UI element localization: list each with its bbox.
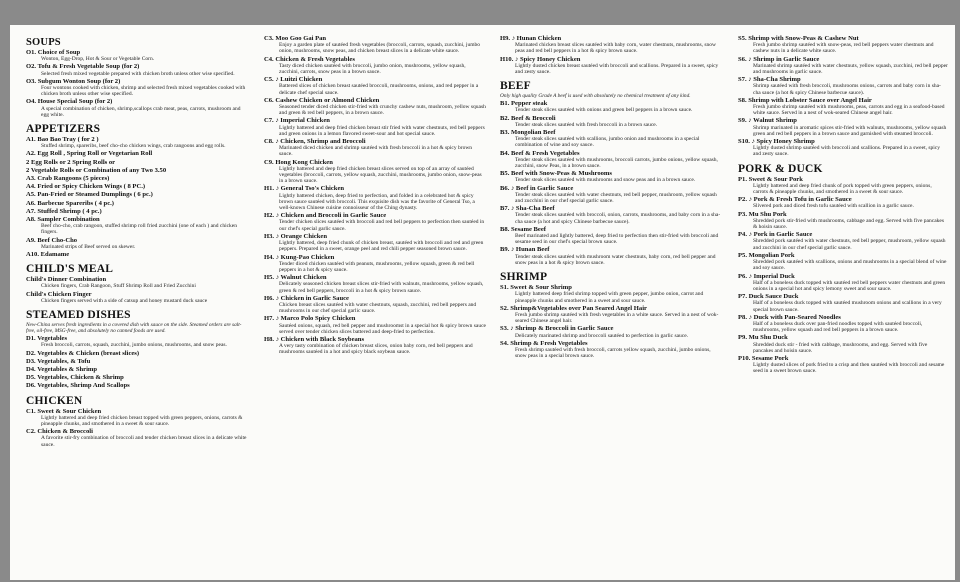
section-note: New-China serves fresh ingredients in a covered dish with sauce on the side. Steamed orders are salt-free, oil-free, MSG-free, and absolutely no canned foods are used. (26, 322, 242, 335)
menu-item-name: O1. Choice of Soup (26, 49, 81, 56)
menu-item-description: Tender steak slices sautéed with mushrooms and snow peas and in a brown sauce. (515, 177, 696, 184)
menu-item-name: 2 Vegetable Rolls or Combination of any Two 3.50 (26, 166, 167, 174)
menu-item-description: Fresh broccoli, carrots, squash, zucchini, jumbo onions, mushrooms, and snow peas. (41, 342, 227, 349)
menu-item (26, 49, 248, 62)
menu-item (738, 97, 948, 117)
menu-item-name: A5. Pan-Fried or Steamed Dumplings ( 6 pc.) (26, 191, 153, 199)
menu-item-description: Tender steak slices sautéed with water chestnuts, red bell pepper, mushroom, yellow squash and zucchini in our chef special garlic sauce. (515, 191, 717, 205)
menu-item (738, 35, 948, 55)
section-heading: CHILD'S MEAL (26, 263, 114, 276)
menu-item-name: D4. Vegetables & Shrimp (26, 365, 98, 373)
menu-item (500, 185, 722, 205)
menu-item-name: B8. Sesame Beef (500, 225, 546, 233)
menu-item-description: Tender steak slices sautéed with mushroom water chestnuts, baby corn, red bell pepper and snow peas in a hot & spicy brown sauce. (515, 253, 716, 266)
menu-item (26, 98, 248, 118)
menu-item (500, 205, 722, 225)
menu-item (500, 246, 722, 266)
menu-item-name: S6. ♪ Shrimp in Garlic Sauce (738, 55, 820, 63)
menu-item (738, 355, 948, 375)
menu-item-name: H4. ♪ Kung-Pao Chicken (264, 253, 335, 261)
menu-item-description: Stuffed shrimp, spareribs, beef cho-cho chicken wings, crab rangoons and egg rolls. (41, 143, 226, 150)
menu-item-description: Fresh shrimp sautéed with fresh broccoli, carrots yellow squash, zucchini, jumbo onions, snow peas in a special brown sauce. (515, 346, 711, 360)
menu-item-name: C3. Moo Goo Gai Pan (264, 35, 327, 42)
menu-item-name: H1. ♪ General Tso's Chicken (264, 185, 345, 193)
menu-item-description: Marinated shrimp sautéed with water chestnuts, yellow squash, zucchini, red bell pepper and mushrooms in garlic sauce. (753, 62, 948, 76)
menu-item (264, 336, 486, 356)
menu-item-description: Shrimp marinated in aromatic spices stir-fried with walnuts, mushrooms, yellow squash green and red bell peppers in a brown sauce and garnished with steamed broccoli. (753, 124, 947, 137)
menu-item-description: Tender steak slices sautéed with broccoli, onion, carrots, mushrooms, and baby corn in a sha-cha sauce (a hot and spicy Chinese barbecue sauce). (515, 212, 721, 225)
menu-item (264, 97, 486, 117)
menu-item (264, 185, 486, 211)
section-heading: CHICKEN (26, 394, 83, 407)
menu-item-name: A3. Crab Rangoons (5 pieces) (26, 175, 110, 183)
menu-item-description: Tender steak slices sautéed with fresh broccoli in a brown sauce. (515, 121, 658, 128)
menu-item-name: O4. House Special Soup (for 2) (26, 98, 113, 106)
menu-item-description: Tender steak slices sautéed with mushrooms, broccoli carrots, jumbo onions, yellow squash, zucchini, snow Peas, in a brown sauce. (515, 156, 718, 170)
menu-item-name: 2 Egg Rolls or 2 Spring Rolls or (26, 158, 116, 166)
menu-item-name: H5. ♪ Walnut Chicken (264, 274, 327, 282)
menu-item-description: Tasty diced chicken sautéed with broccoli, jumbo onion, mushrooms, yellow squash, zucchini, carrots, snow peas in a brown sauce. (279, 62, 466, 76)
menu-item (500, 150, 722, 170)
menu-item-name: H2. ♪ Chicken and Broccoli in Garlic Sauce (264, 212, 387, 220)
menu-item-name: C7. ♪ Imperial Chicken (264, 117, 330, 125)
menu-item-description: Tender chicken slices sautéed with broccoli and red bell peppers to perfection then sautéed in our chef's special garlic sauce. (279, 219, 485, 232)
menu-item-description: Lightly dusted shrimp sautéed with broccoli and scallions. Prepared in a sweet, spicy and zesty sauce. (753, 145, 940, 158)
menu-item-description: Delicately marinated shrimp and broccoli sautéed to perfection in garlic sauce. (515, 332, 689, 339)
menu-item-description: Shredded pork stir-fried with mushrooms, cabbage and egg. Served with five pancakes & hoisin sauce. (753, 217, 944, 231)
section-heading: PORK & DUCK (738, 162, 823, 175)
menu-item-name: B6. ♪ Beef in Garlic Sauce (500, 184, 574, 192)
menu-item-name: Child's Dinner Combination (26, 276, 107, 284)
menu-item-name: S9. ♪ Walnut Shrimp (738, 117, 797, 125)
menu-item-name: P1. Sweet & Sour Pork (738, 175, 803, 183)
menu-item-description: Marinated chicken breast slices sautéed with baby corn, water chestnuts, mushrooms, snow peas and red bell peppers in a hot & spicy brown sauce. (515, 42, 717, 55)
menu-item (264, 159, 486, 185)
menu-column-3 (500, 35, 722, 360)
menu-item (500, 170, 722, 183)
menu-item (500, 35, 722, 55)
menu-item-name: C8. ♪ Chicken, Shrimp and Broccoli (264, 138, 366, 146)
menu-item-description: Tender steak slices sautéed with onions and green bell peppers in a brown sauce. (515, 107, 693, 114)
menu-item-description: A special combination of chicken, shrimp,scallops crab meat, peas, carrots, mushroom and egg white. (41, 105, 241, 118)
menu-item-name: P5. Mongolian Pork (738, 251, 795, 259)
menu-item (738, 56, 948, 76)
menu-item-name: O2. Tofu & Fresh Vegetable Soup (for 2) (26, 63, 140, 71)
menu-item (26, 216, 248, 236)
menu-item (26, 358, 248, 365)
menu-item (738, 334, 948, 354)
menu-item-name: H7. ♪ Marco Polo Spicy Chicken (264, 315, 356, 323)
menu-item-name: C4. Chicken & Fresh Vegetables (264, 55, 355, 63)
menu-item-description: Lightly battered and deep fried chicken breast slices served on top of an array of sautéed vegetables (broccoli, carrots, yellow squash, zucchini, mushrooms, jumbo onion, snow-peas in a brown sauce. (279, 165, 482, 185)
menu-item-name: D2. Vegetables & Chicken (breast slices) (26, 349, 140, 357)
menu-item-description: Lightly battered chicken, deep fried to perfection, and folded in a celebrated hot & spicy brown sauce sautéed with broccoli. This exquisite dish was the favorite of General Tso, a well-known Chinese cuisine connoisseur of the Ching dynasty. (279, 192, 475, 212)
menu-item-description: Fresh jumbo shrimp sautéed with snow-peas, red bell peppers water chestnuts and cashew nuts in a delicate white sauce. (753, 42, 934, 55)
menu-item-name: D3. Vegetables, & Tofu (26, 357, 91, 365)
menu-item-description: Lightly battered and deep fried chicken breast topped with green peppers, onions, carrots & pineapple chunks, and smothered in a sweet & sour sauce. (41, 414, 243, 427)
menu-item-name: S7. ♪ Sha-Cha Shrimp (738, 76, 801, 84)
menu-item-description: Shredded duck stir - fried with cabbage, mushrooms, and egg. Served with five pancakes and hoisin sauce. (753, 341, 928, 354)
menu-item-description: Wonton, Egg-Drop, Hot & Sour or Vegetable Corn. (41, 56, 155, 63)
menu-item-description: Delicately seasoned chicken breast slices stir-fried with walnuts, mushrooms, yellow squash, green & red bell peppers, broccoli in a hot & spicy brown sauce. (279, 281, 484, 294)
menu-item-description: Lightly battered, deep fried chunk of chicken breast, sautéed with broccoli and red and green peppers. Prepared in a sweet, orange peel and red chili pepper seasoned brown sauce. (279, 240, 484, 253)
menu-item (738, 314, 948, 334)
menu-item (26, 408, 248, 428)
menu-item (264, 212, 486, 232)
menu-item (26, 350, 248, 357)
menu-item (500, 325, 722, 338)
menu-item (264, 274, 486, 294)
menu-item (500, 100, 722, 113)
menu-item (26, 291, 248, 304)
menu-item (264, 35, 486, 55)
menu-item (500, 305, 722, 325)
menu-item-description: Fresh jumbo shrimp sautéed with mushrooms, peas, carrots and egg in a seafood-based white sauce. Served in a nest of wok-seared Chinese angel hair. (753, 104, 945, 117)
menu-item-description: Chicken fingers served with a side of catsup and honey mustard duck sauce (41, 297, 208, 304)
menu-item-description: Enjoy a garden plate of sautéed fresh vegetables (broccoli, carrots, squash, zucchini, jumbo onion, mushrooms, snow peas, and chicken breast slices in a delicate white sauce. (279, 42, 480, 55)
menu-item (738, 176, 948, 196)
menu-item-name: B5. Beef with Snow-Peas & Mushrooms (500, 170, 612, 178)
menu-item-name: H9. ♪ Hunan Chicken (500, 35, 562, 42)
menu-item (26, 366, 248, 373)
section-heading: SHRIMP (500, 271, 548, 284)
menu-item (26, 276, 248, 289)
menu-item (264, 76, 486, 96)
menu-item (26, 374, 248, 381)
menu-item (500, 115, 722, 128)
menu-item-name: B9. ♪ Hunan Beef (500, 246, 550, 254)
menu-item-description: Chicken fingers, Crab Rangoon, Stuff Shrimp Roll and Fried Zucchini (41, 283, 196, 290)
menu-item-name: D1. Vegetables (26, 335, 68, 343)
menu-item-name: A4. Fried or Spicy Chicken Wings ( 8 PC.) (26, 183, 146, 191)
menu-item (264, 117, 486, 137)
menu-item-name: H10. ♪ Spicy Honey Chicken (500, 55, 581, 63)
menu-item-name: D5. Vegetables, Chicken & Shrimp (26, 374, 124, 382)
menu-item (26, 150, 248, 157)
menu-item-description: Slivered pork and diced fresh tofu sautéed with scallion in a garlic sauce. (753, 203, 914, 210)
menu-item (264, 233, 486, 253)
menu-item-description: Marinated diced chicken and shrimp sautéed with fresh broccoli in a hot & spicy brown sauce. (279, 145, 473, 158)
menu-item (738, 293, 948, 313)
menu-item-name: B2. Beef & Broccoli (500, 114, 556, 122)
menu-item (264, 315, 486, 335)
menu-item-name: A9. Beef Cho-Cho (26, 236, 78, 244)
menu-item-name: A1. Bao Bao Tray ( for 2 ) (26, 136, 99, 144)
menu-item (264, 138, 486, 158)
menu-item (26, 191, 248, 198)
menu-item-description: Tender diced chicken sautéed with peanuts, mushrooms, yellow squash, green & red bell peppers in a hot & spicy sauce. (279, 260, 475, 273)
menu-item-name: B7. ♪ Sha-Cha Beef (500, 205, 555, 213)
menu-page (10, 25, 955, 580)
menu-item-name: A8. Sampler Combination (26, 216, 100, 224)
menu-item-name: S5. Shrimp with Snow-Peas & Cashew Nut (738, 35, 859, 42)
menu-item-name: P10. Sesame Pork (738, 354, 789, 362)
menu-item-description: Half of a boneless duck topped with sautéed mushroom onions and scallions in a very special brown sauce. (753, 300, 942, 313)
menu-item-name: O3. Subgum Wonton Soup (for 2) (26, 77, 121, 85)
section-note: Only high quality Grade A beef is used with absolutely no chemical treatment of any kind. (500, 93, 691, 100)
menu-item-name: A10. Edamame (26, 251, 70, 259)
menu-item-name: H6. ♪ Chicken in Garlic Sauce (264, 294, 349, 302)
menu-item-name: B1. Pepper steak (500, 100, 548, 108)
menu-item (738, 273, 948, 293)
menu-item-description: Lightly dusted slices of pork fried to a crisp and then sautéed with broccoli and sesame seed in a sweet brown sauce. (753, 362, 945, 375)
menu-item-name: P9. Mu Shu Duck (738, 334, 788, 342)
menu-item-name: B3. Mongolian Beef (500, 129, 556, 137)
menu-item-name: S2. Shrimp&Vegetables over Pan Seared Angel Hair (500, 304, 647, 312)
menu-item-description: Lightly battered deep fried shrimp topped with green pepper, jumbo onion, carrot and pineapple chunks and smothered in a sweet and sour sauce. (515, 291, 704, 304)
menu-item (26, 237, 248, 250)
menu-item (500, 226, 722, 246)
menu-item-description: Four wontons cooked with chicken, shrimp and selected fresh mixed vegetables cooked with chicken broth unless other wise specified. (41, 85, 246, 98)
menu-item-description: Marinated strips of Beef served on skewer. (41, 243, 136, 250)
menu-item-description: Shredded pork sautéed with scallions, onions and mushrooms in a special blend of wine and soy sauce. (753, 259, 947, 272)
menu-item-name: C9. Hong Kong Chicken (264, 158, 333, 166)
menu-item-name: S1. Sweet & Sour Shrimp (500, 284, 572, 292)
menu-item-description: Tender steak slices sautéed with scallions, jumbo onion and mushrooms in a special combination of wine and soy sauce. (515, 136, 700, 149)
menu-item (26, 200, 248, 207)
menu-item (500, 129, 722, 149)
menu-item-name: C5. ♪ Luitzi Chicken (264, 76, 323, 84)
menu-item (26, 175, 248, 182)
menu-item-description: Lightly battered and deep fried chicken breast stir fried with water chestnuts, red bell peppers and green onions in a lemon flavored sweet-sour and hot special sauce. (279, 124, 485, 137)
menu-item (500, 284, 722, 304)
menu-item-name: C2. Chicken & Broccoli (26, 428, 93, 436)
menu-item-description: Shredded pork sautéed with water chestnuts, red bell pepper, mushroom, yellow squash and zucchini in our chef special garlic sauce. (753, 238, 946, 251)
menu-item-name: D6. Vegetables, Shrimp And Scallops (26, 382, 130, 390)
menu-item-name: S3. ♪ Shrimp & Broccoli in Garlic Sauce (500, 325, 614, 333)
menu-item-name: C6. Cashew Chicken or Almond Chicken (264, 96, 380, 104)
menu-item-name: H8. ♪ Chicken with Black Soybeans (264, 335, 365, 343)
menu-item (500, 340, 722, 360)
menu-item-description: A very tasty combination of chicken breast slices, onion baby corn, red bell peppers and mushrooms sautéed in a hot and spicy black soybean sauce. (279, 343, 473, 356)
menu-item (26, 382, 248, 389)
menu-item-description: Shrimp sautéed with fresh broccoli, mushrooms onions, carrots and baby corn in sha-cha sauce (a hot & spicy Chinese barbecue sauce). (753, 83, 941, 96)
menu-item-name: P7. Duck Sauce Duck (738, 293, 799, 301)
menu-item (26, 183, 248, 190)
menu-item (738, 117, 948, 137)
menu-item (26, 167, 248, 174)
menu-item (738, 211, 948, 231)
menu-item (738, 252, 948, 272)
menu-item (738, 76, 948, 96)
menu-item-description: Lightly battered and deep fried chunk of pork topped with green peppers, onions, carrots & pineapple chunks, and smothered in a sweet & sour sauce. (753, 182, 932, 196)
menu-column-2 (264, 35, 486, 357)
menu-item-name: S4. Shrimp & Fresh Vegetables (500, 339, 588, 347)
menu-item-name: P8. ♪ Duck with Pan-Seared Noodles (738, 313, 841, 321)
menu-item-description: Sautéed onions, squash, red bell pepper and mushroomst in a special hot & spicy brown sauce served over tender chicken slices battered and deep-fried to perfection. (279, 322, 486, 335)
menu-item-description: Seasoned tender diced chicken stir-fried with crunchy cashew nuts, mushroom, yellow squash and green & red bell peppers, in a brown sauce. (279, 104, 486, 117)
menu-item-description: A favorite stir-fry combination of broccoli and tender chicken breast slices in a delicate white sauce. (41, 435, 247, 448)
menu-item (26, 78, 248, 98)
menu-item (264, 295, 486, 315)
menu-item (26, 335, 248, 348)
menu-item-name: Child's Chicken Finger (26, 290, 92, 298)
menu-item (26, 159, 248, 166)
section-heading: STEAMED DISHES (26, 309, 131, 322)
menu-item (26, 208, 248, 215)
menu-item-name: P6. ♪ Imperial Duck (738, 272, 795, 280)
menu-item-name: P4. ♪ Pork in Garlic Sauce (738, 231, 813, 239)
menu-column-1 (26, 35, 248, 449)
menu-item (26, 63, 248, 76)
menu-item-description: Fresh jumbo shrimp sautéed with fresh vegetables in a white sauce. Served in a nest of wok-seared Chinese angel hair. (515, 311, 719, 325)
menu-item-name: A2. Egg Roll , Spring Roll or Vegetarian Roll (26, 150, 153, 158)
menu-item (264, 254, 486, 274)
menu-item-description: Beef cho-cho, crab rangoon, stuffed shrimp roll fried zucchini (one of each ) and chicken fingers. (41, 223, 237, 236)
menu-item (264, 56, 486, 76)
menu-item (26, 428, 248, 448)
menu-item (738, 231, 948, 251)
menu-item-name: S10. ♪ Spicy Honey Shrimp (738, 138, 815, 146)
menu-item-description: Half of a boneless duck topped with sautéed red bell peppers water chestnuts and green onions in a special hot and spicy lemony sweet and sour sauce. (753, 279, 946, 292)
menu-item (738, 138, 948, 158)
menu-item-name: C1. Sweet & Sour Chicken (26, 407, 102, 415)
section-heading: BEEF (500, 80, 531, 93)
menu-item (500, 56, 722, 76)
menu-item (26, 251, 248, 258)
menu-item-name: P2. ♪ Pork & Fresh Tofu in Garlic Sauce (738, 196, 852, 204)
menu-item-name: A6. Barbecue Spareribs ( 4 pc.) (26, 199, 114, 207)
menu-column-4 (738, 35, 948, 376)
menu-item-description: Chicken breast slices sautéed with water chestnuts, squash, zucchini, red bell peppers and mushrooms in our chef special garlic sauce. (279, 301, 477, 315)
menu-item-description: Selected fresh mixed vegetable prepared with chicken broth unless other wise specified. (41, 70, 235, 77)
menu-item-name: B4. Beef & Fresh Vegetables (500, 149, 580, 157)
section-heading: SOUPS (26, 37, 61, 48)
menu-item (26, 136, 248, 149)
menu-item-description: Half of a boneless duck over pan-fried noodles topped with sautéed broccoli, mushrooms, yellow squash and red bell peppers in a brown sauce. (753, 320, 923, 334)
menu-item-name: H3. ♪ Orange Chicken (264, 232, 328, 240)
menu-item-description: Lightly dusted chicken breast sautéed with broccoli and scallions. Prepared in a sweet, spicy and zesty sauce. (515, 62, 719, 76)
menu-item-description: Battered slices of chicken breast sautéed broccoli, mushrooms, onions, and red pepper in a delicate chef special sauce. (279, 83, 479, 96)
menu-item-name: S8. Shrimp with Lobster Sauce over Angel Hair (738, 96, 872, 104)
menu-item-description: Beef marinated and lightly battered, deep fried to perfection then stir-fried with broccoli and sesame seed in our chef's special brown sauce. (515, 233, 719, 246)
menu-item-name: A7. Stuffed Shrimp ( 4 pc.) (26, 207, 102, 215)
menu-item (738, 196, 948, 209)
menu-item-name: P3. Mu Shu Pork (738, 210, 787, 218)
section-heading: APPETIZERS (26, 123, 101, 136)
